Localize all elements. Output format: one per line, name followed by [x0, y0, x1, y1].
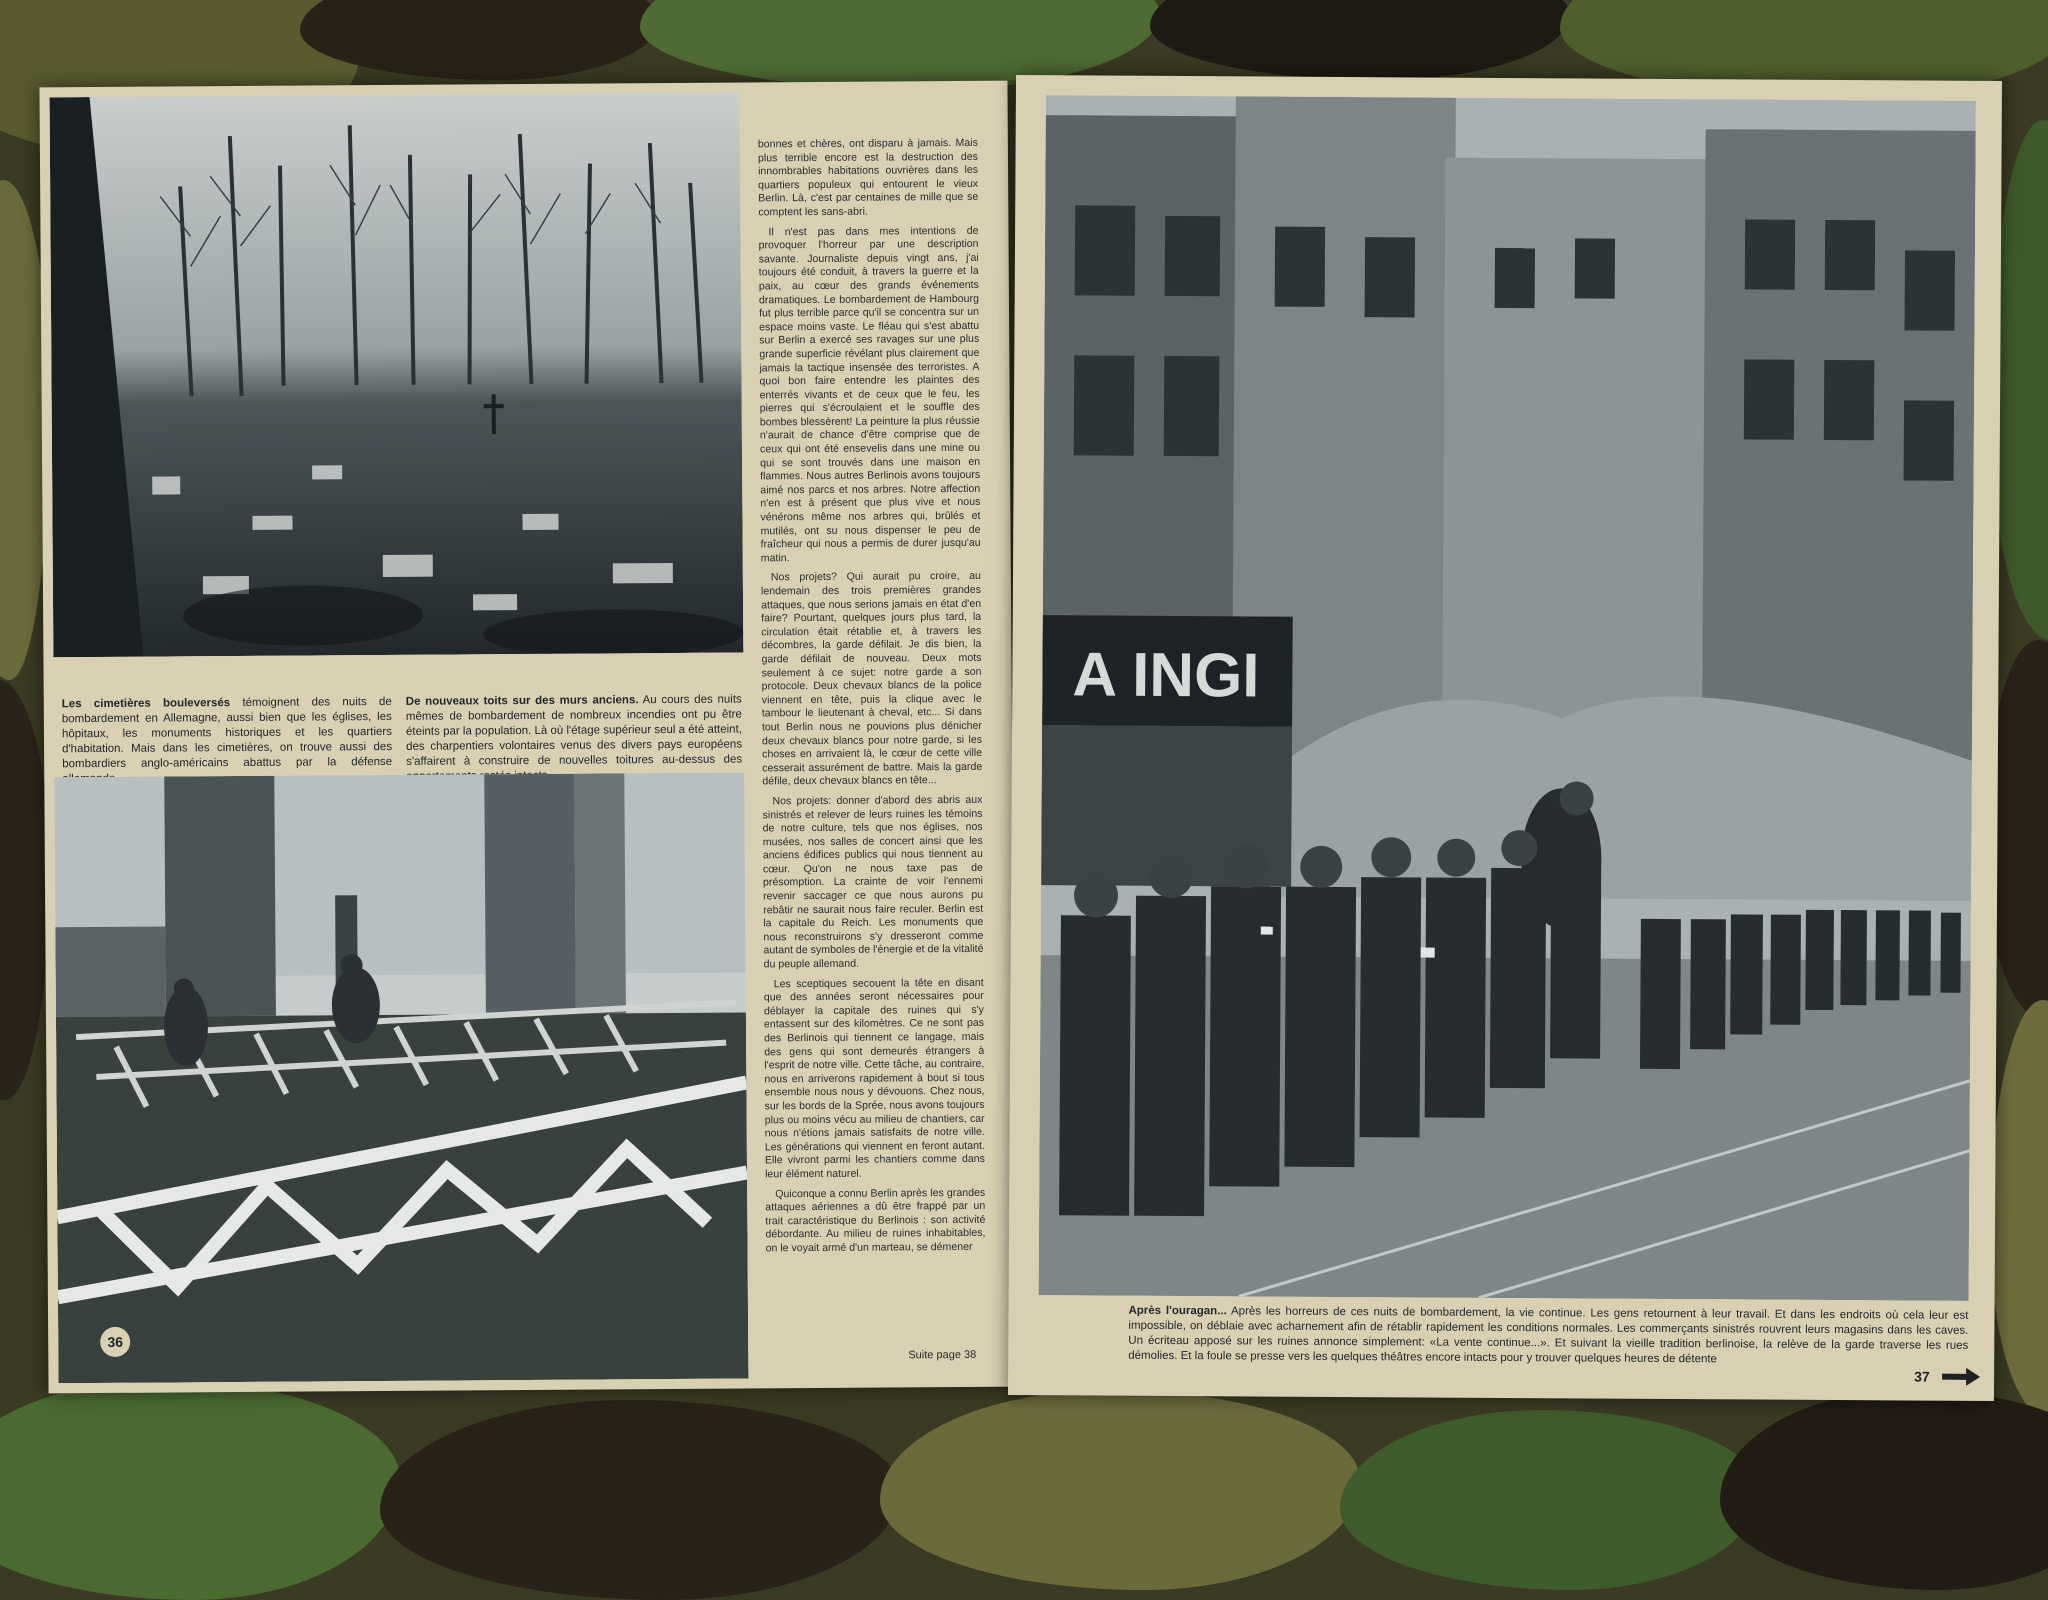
arrow-right-icon — [1940, 1367, 1982, 1387]
article-column — [758, 137, 987, 1365]
storefront-sign: A INGI — [1072, 640, 1260, 711]
article-paragraph: Nos projets? Qui aurait pu croire, au lendemain des trois premières grandes attaques, que nous serions jamais en état d'en faire? Pourtant, quelques jours plus tard, la circulation était rétablie et, à travers les décombres, la garde défilait. Je dis bien, la garde défilait de nouveau. Deux mots seulement à ce sujet: notre garde a son protocole. Deux chevaux blancs de la police viennent en tête, puis la clique avec le tambour le lieutenant à cheval, etc... Si dans tout Berlin nous ne pouvions plus dénicher deux chevaux blancs pour notre garde, si les choses en arrivaient là, le cœur de cette ville cesserait assurément de battre. Mais la garde défile, deux chevaux blancs en tête... — [760, 570, 983, 788]
caption-new-roofs-heading: De nouveaux toits sur des murs anciens. — [405, 694, 639, 708]
caption-cemeteries-text: témoignent des nuits de bombardement en Allemagne, aussi bien que les églises, les hôpitaux, les monuments historiques et les quartiers d'habitation. Mais dans les cimetières, on trouve aussi des bombardiers anglo-américains abattus par la défense — [61, 695, 393, 771]
article-paragraph: Les sceptiques secouent la tête en disant que des années seront nécessaires pour déblayer la capitale des ruines qui s'y entassent sur des kilomètres. Ce ne sont pas des Berlinois qui tiennent ce langage, mais des gens qui sont demeurés étrangers à l'esprit de notre ville. Cette tâche, au contraire, nous en arriverons rapidement à bout si tous ensemble nous nous y dévouons. Chez nous, sur les bords de la Sprée, nous avons toujours plus ou moins vécu au milieu de chantiers, car nous n'étions jamais satisfaits de notre ville. Les générations qui viennent en feront autant. Elle vivront parmi les chantiers comme dans leur élément naturel. — [763, 976, 986, 1181]
caption-cemeteries — [62, 695, 392, 769]
page-number-left: 36 — [100, 1327, 130, 1357]
guard-parade-photo — [1039, 95, 1976, 1301]
caption-after-hurricane-heading: Après l'ouragan... — [1128, 1304, 1227, 1318]
article-paragraph: Il n'est pas dans mes intentions de provoquer l'horreur par une description savante. Journaliste depuis vingt ans, j'ai toujours été conduit, à travers la guerre et la paix, au cœur des grands événements dramatiques. Le bombardement de Hambourg fut plus terrible parce qu'il se concentra sur un espace moins vaste. Le fléau qui s'est abattu sur Berlin a exercé ses ravages sur une plus grande superficie révélant plus clairement que jamais la tactique insensée des terroristes. A quoi bon faire entendre les plaintes des enterrés vivants et de ceux que le feu, les pierres qui s'écroulaient et le souffle des bombes blessèrent! La peinture la plus réussie n'aurait de chance d'être comprise que de ceux qui ont été ensevelis dans une mine ou qui se sont trouvés dans une maison en flammes. Nous autres Berlinois avons toujours aimé nos parcs et nos arbres. Notre affection n'en est à présent que plus vive et nous vénérons même nos arbres qui, brûlés et mutilés, ont su nous dispenser le peu de fraîcheur qui nous a permis de durer jusqu'au matin. — [758, 224, 981, 565]
caption-new-roofs-text: Au cours des nuits mêmes de bombardement de nombreux incendies ont pu être éteints par la population. Là où l'étage supérieur seul a été atteint, des charpentiers volontaires venus des divers pays européens s'affairent à construire de nouvelles toitures au-dessus des — [405, 693, 743, 768]
continued-note: Suite page 38 — [908, 1348, 977, 1362]
roof-carpenters-photo — [54, 772, 748, 1383]
caption-after-hurricane-text: Après les horreurs de ces nuits de bombardement, la vie continue. Les gens retournent à leur travail. Et dans les endroits où cela leur est impossible, on déblaie avec acharnement afin de rétablir rapidement les conditions normales. Les commerçants sinistrés rouvrent leurs magasins dans les caves. Un écriteau apposé sur les ruines annonce simplement: «La vente continue...». Et suivant la vieille tradition berlinoise, la relève de la garde traverse les rues démolies. Et la foule se presse vers les quelques théâtres encore intacts pour y trouver quelques heures de détente — [1128, 1305, 1969, 1366]
article-paragraph: Nos projets: donner d'abord des abris aux sinistrés et relever de leurs ruines les témoins de notre culture, tels que nos églises, nos musées, nos salles de concert ainsi que les anciens édifices publics qui nous tiennent au cœur. Qu'on ne nous taxe pas de présomption. La crainte de voir l'ennemi revenir saccager ce que nous aurons pu rebâtir ne saurait nous faire reculer. Berlin est la capitale du Reich. Les monuments que nous reconstruirons s'y dresseront comme autant de symboles de l'énergie et de la vitalité du peuple allemand. — [762, 793, 984, 971]
page-number-right: 37 — [1914, 1368, 1930, 1385]
cemetery-photo — [50, 93, 744, 658]
article-paragraph: bonnes et chères, ont disparu à jamais. Mais plus terrible encore est la destruction des innombrables habitations ouvrières dans les quartiers populeux qui entourent le vieux Berlin. Là, c'est par centaines de mille que se comptent les sans-abri. — [757, 136, 979, 219]
caption-new-roofs — [406, 693, 742, 767]
caption-cemeteries-heading: Les cimetières bouleversés — [61, 697, 231, 711]
right-page — [1008, 75, 2002, 1401]
caption-after-hurricane — [1128, 1304, 1968, 1369]
article-paragraph: Quiconque a connu Berlin après les grandes attaques aériennes a dû être frappé par un trait caractéristique du Berlinois : son activité débordante. Au milieu de ruines inhabitables, on le voyait armé d'un marteau, se démener — [765, 1186, 986, 1255]
left-page — [39, 81, 1016, 1394]
